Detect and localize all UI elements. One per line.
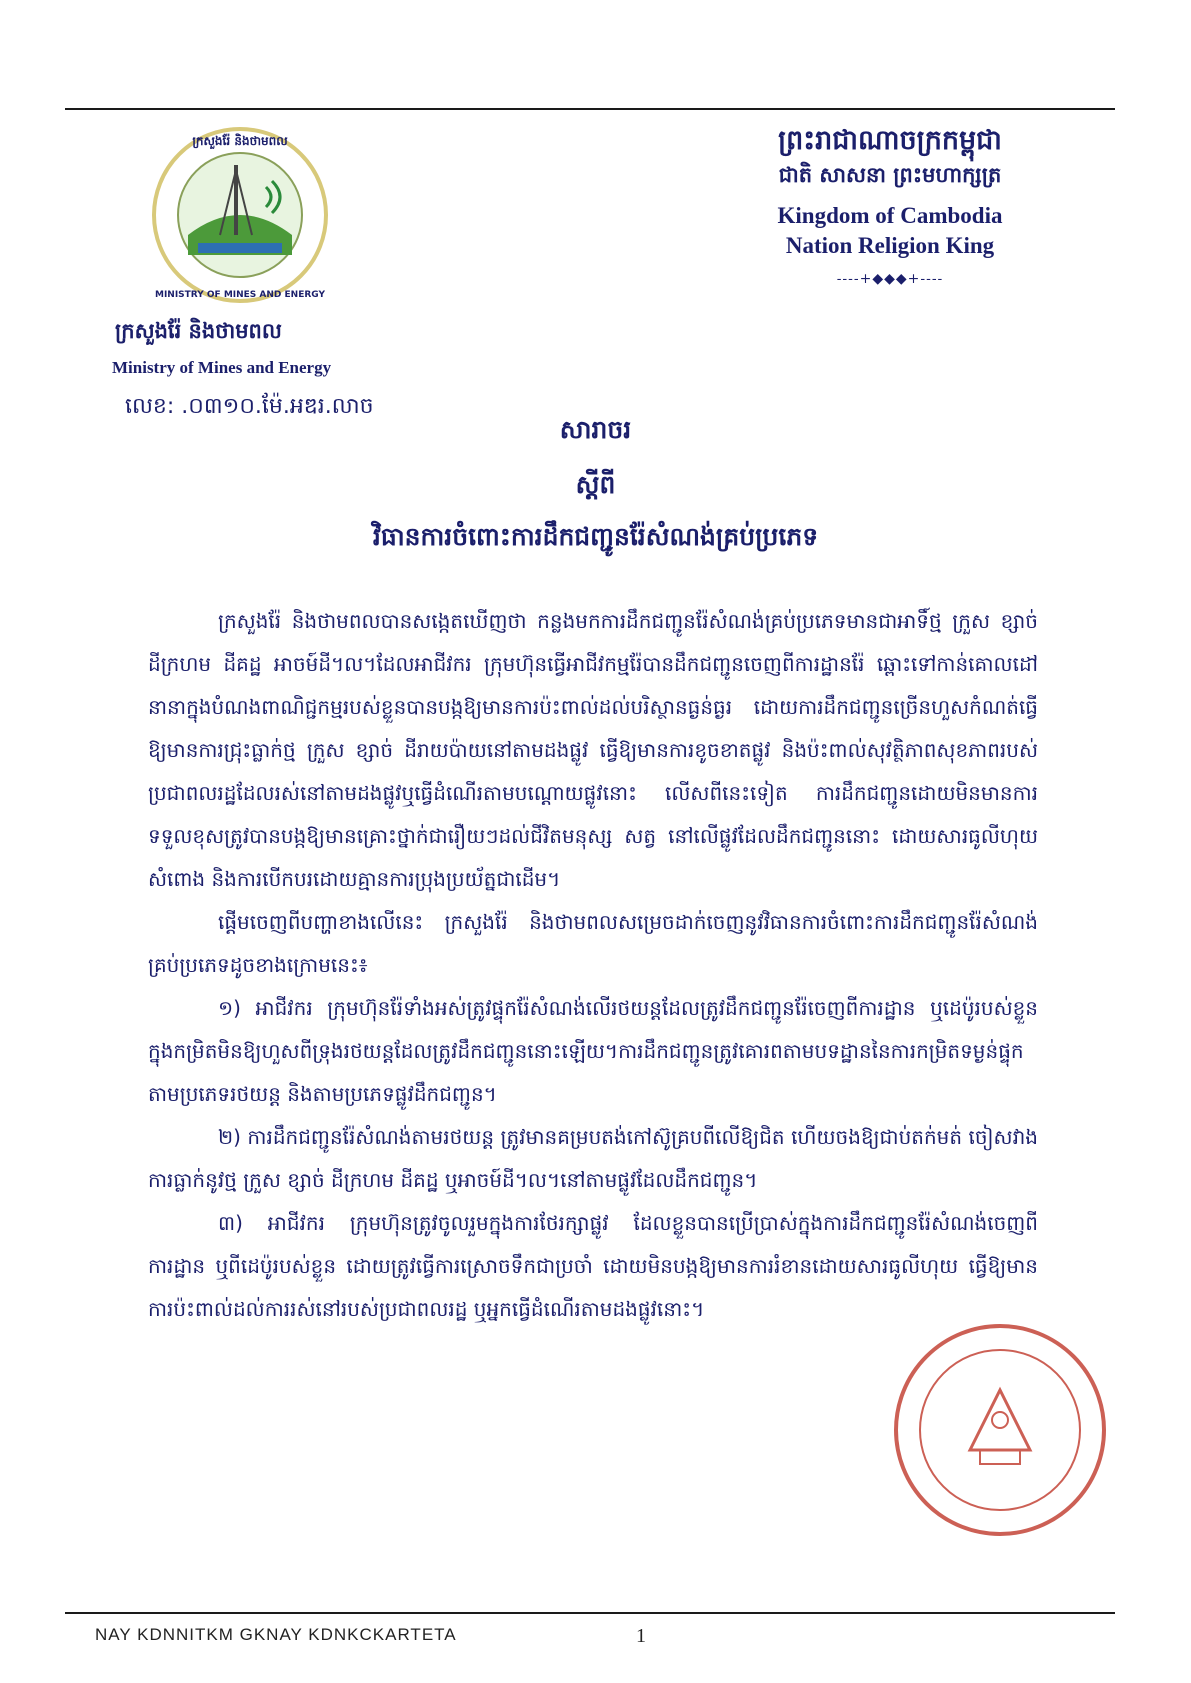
paragraph-2: ផ្តើមចេញពីបញ្ហាខាងលើនេះ ក្រសួងរ៉ែ និងថាមពលសម្រេចដាក់ចេញនូវវិធានការចំពោះការដឹកជញ្ជូនរ៉ែសំណង់គ្រប់ប្រភេទដូចខាងក្រោមនេះ៖ [148, 910, 1038, 977]
page-number: 1 [636, 1625, 646, 1647]
paragraph-4: ២) ការដឹកជញ្ជូនរ៉ែសំណង់តាមរថយន្ត ត្រូវមានគម្របតង់កៅស៊ូគ្របពីលើឱ្យជិត ហើយចងឱ្យជាប់តក់មត់ ចៀសវាងការធ្លាក់នូវថ្ម ក្រួស ខ្សាច់ ដីក្រហម ដីគដ្ឋ ឬអាចម៍ដី។ល។នៅតាមផ្លូវដែលដឹកជញ្ជូន។ [148, 1125, 1038, 1192]
document-type-title: សារាចរ [559, 415, 632, 444]
ministry-name-en: Ministry of Mines and Energy [112, 358, 332, 377]
kingdom-name-kh: ព្រះរាជាណាចក្រកម្ពុជា [778, 125, 1002, 156]
about-label: ស្តីពី [575, 470, 616, 499]
ministry-logo [148, 125, 333, 305]
document-subject: វិធានការចំពោះការដឹកជញ្ជូនរ៉ែសំណង់គ្រប់ប្រភេទ [372, 522, 819, 551]
paragraph-5: ៣) អាជីវករ ក្រុមហ៊ុនត្រូវចូលរួមក្នុងការថែរក្សាផ្លូវ ដែលខ្លួនបានប្រើប្រាស់ក្នុងការដឹកជញ្ជូនរ៉ែសំណង់ចេញពីការដ្ឋាន ឬពីដេប៉ូរបស់ខ្លួន ដោយត្រូវធ្វើការស្រោចទឹកជាប្រចាំ ដោយមិនបង្កឱ្យមានការរំខានដោយសារធូលីហុយ ធ្វើឱ្យមានការប៉ះពាល់ដល់ការរស់នៅរបស់ប្រជាពលរដ្ឋ ឬអ្នកធ្វើដំណើរតាមដងផ្លូវនោះ។ [148, 1211, 1038, 1321]
official-seal [890, 1320, 1110, 1540]
ministry-name-kh: ក្រសួងរ៉ែ និងថាមពល [115, 319, 282, 343]
svg-text:ក្រសួងរ៉ែ និងថាមពល: ក្រសួងរ៉ែ និងថាមពល [192, 134, 288, 148]
motto-en: Nation Religion King [785, 232, 995, 258]
reference-number: លេខ: .០៣១០.ម៉ែ.អឌរ.លាច [125, 394, 374, 419]
kingdom-name-en: Kingdom of Cambodia [777, 202, 1003, 228]
top-rule [65, 108, 1115, 110]
kingdom-header [700, 125, 1080, 287]
motto-kh: ជាតិ សាសនា ព្រះមហាក្សត្រ [778, 163, 1002, 188]
svg-text:MINISTRY OF MINES AND ENERGY: MINISTRY OF MINES AND ENERGY [155, 290, 325, 300]
ornament-divider: ----+◆◆◆+---- [836, 270, 944, 287]
paragraph-3: ១) អាជីវករ ក្រុមហ៊ុនរ៉ែទាំងអស់ត្រូវផ្ទុករ៉ែសំណង់លើរថយន្តដែលត្រូវដឹកជញ្ជូនរ៉ែចេញពីការដ្ឋាន ឬដេប៉ូរបស់ខ្លួនក្នុងកម្រិតមិនឱ្យហួសពីទ្រុងរថយន្តដែលត្រូវដឹកជញ្ជូននោះឡើយ។ការដឹកជញ្ជូនត្រូវគោរពតាមបទដ្ឋាននៃការកម្រិតទម្ងន់ផ្ទុកតាមប្រភេទរថយន្ត និងតាមប្រភេទផ្លូវដឹកជញ្ជូន។ [148, 996, 1038, 1106]
footer-text: NAY KDNNITKM GKNAY KDNKCKARTETA [95, 1625, 457, 1644]
document-body [148, 600, 1038, 1331]
paragraph-1: ក្រសួងរ៉ែ និងថាមពលបានសង្កេតឃើញថា កន្លងមកការដឹកជញ្ជូនរ៉ែសំណង់គ្រប់ប្រភេទមានជាអាទិ៍ថ្ម ក្រួស ខ្សាច់ ដីក្រហម ដីគដ្ឋ អាចម៍ដី។ល។ដែលអាជីវករ ក្រុមហ៊ុនធ្វើអាជីវកម្មរ៉ែបានដឹកជញ្ជូនចេញពីការដ្ឋានរ៉ែ ឆ្ពោះទៅកាន់គោលដៅនានាក្នុងបំណងពាណិជ្ជកម្មរបស់ខ្លួនបានបង្កឱ្យមានការប៉ះពាល់ដល់បរិស្ថានធ្ងន់ធ្ងរ ដោយការដឹកជញ្ជូនច្រើនហួសកំណត់ធ្វើឱ្យមានការជ្រុះធ្លាក់ថ្ម ក្រួស ខ្សាច់ ដីរាយប៉ាយនៅតាមដងផ្លូវ ធ្វើឱ្យមានការខូចខាតផ្លូវ និងប៉ះពាល់សុវត្ថិភាពសុខភាពរបស់ប្រជាពលរដ្ឋដែលរស់នៅតាមដងផ្លូវឬធ្វើដំណើរតាមបណ្តោយផ្លូវនោះ លើសពីនេះទៀត ការដឹកជញ្ជូនដោយមិនមានការទទួលខុសត្រូវបានបង្កឱ្យមានគ្រោះថ្នាក់ជារឿយៗដល់ជីវិតមនុស្ស សត្វ នៅលើផ្លូវដែលដឹកជញ្ជូននោះ ដោយសារធូលីហុយសំពោង និងការបើកបរដោយគ្មានការប្រុងប្រយ័ត្នជាដើម។ [148, 609, 1038, 891]
bottom-rule [65, 1612, 1115, 1614]
